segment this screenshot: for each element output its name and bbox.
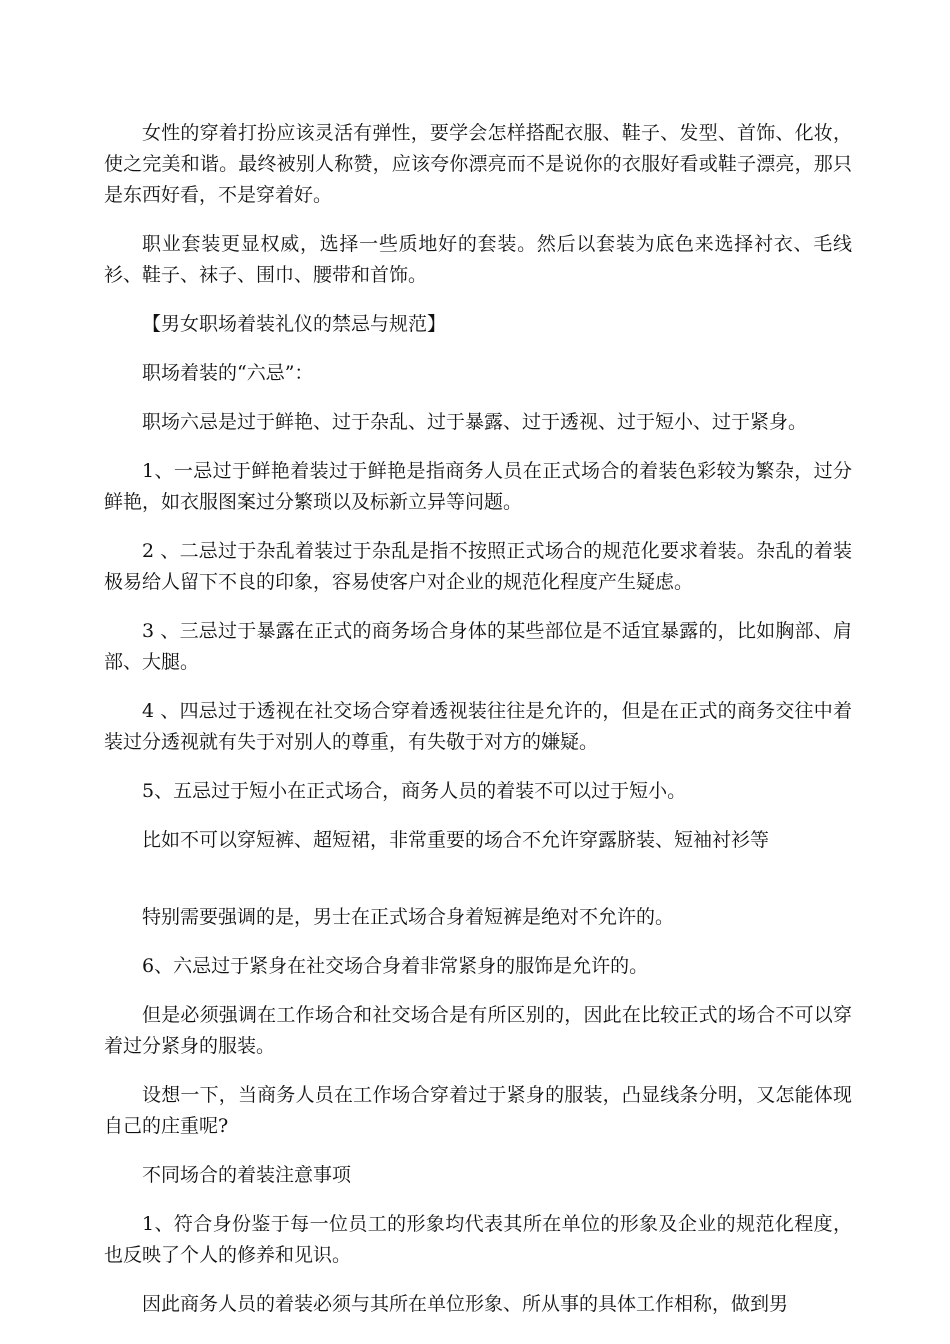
paragraph: 但是必须强调在工作场合和社交场合是有所区别的，因此在比较正式的场合不可以穿着过分紧身的服装。 (104, 1004, 852, 1057)
paragraph: 特别需要强调的是，男士在正式场合身着短裤是绝对不允许的。 (142, 906, 675, 928)
paragraph: 比如不可以穿短裤、超短裙，非常重要的场合不允许穿露脐装、短袖衬衫等 (142, 829, 770, 851)
list-item: 5、五忌过于短小在正式场合，商务人员的着装不可以过于短小。 (142, 780, 687, 802)
list-item: 3 、三忌过于暴露在正式的商务场合身体的某些部位是不适宜暴露的，比如胸部、肩部、大腿。 (104, 620, 852, 673)
paragraph: 女性的穿着打扮应该灵活有弹性，要学会怎样搭配衣服、鞋子、发型、首饰、化妆，使之完美和谐。最终被别人称赞，应该夸你漂亮而不是说你的衣服好看或鞋子漂亮，那只是东西好看，不是穿着好。 (104, 122, 852, 206)
list-item: 6、六忌过于紧身在社交场合身着非常紧身的服饰是允许的。 (142, 955, 649, 977)
document-body (104, 118, 852, 1338)
subheading: 职场着装的“六忌”： (142, 362, 314, 384)
list-item: 4 、四忌过于透视在社交场合穿着透视装往往是允许的，但是在正式的商务交往中着装过分透视就有失于对别人的尊重，有失敬于对方的嫌疑。 (104, 700, 852, 753)
subheading: 不同场合的着装注意事项 (142, 1164, 352, 1186)
list-item: 1、一忌过于鲜艳着装过于鲜艳是指商务人员在正式场合的着装色彩较为繁杂，过分鲜艳，如衣服图案过分繁琐以及标新立异等问题。 (104, 460, 852, 513)
paragraph: 设想一下，当商务人员在工作场合穿着过于紧身的服装，凸显线条分明，又怎能体现自己的庄重呢? (104, 1084, 852, 1137)
paragraph: 因此商务人员的着装必须与其所在单位形象、所从事的具体工作相称，做到男 (142, 1293, 789, 1315)
paragraph: 职业套装更显权威，选择一些质地好的套装。然后以套装为底色来选择衬衣、毛线衫、鞋子、袜子、围巾、腰带和首饰。 (104, 233, 852, 286)
section-heading: 【男女职场着装礼仪的禁忌与规范】 (142, 313, 447, 335)
paragraph: 职场六忌是过于鲜艳、过于杂乱、过于暴露、过于透视、过于短小、过于紧身。 (142, 411, 808, 433)
list-item: 2 、二忌过于杂乱着装过于杂乱是指不按照正式场合的规范化要求着装。杂乱的着装极易给人留下不良的印象，容易使客户对企业的规范化程度产生疑虑。 (104, 540, 852, 593)
list-item: 1、符合身份鉴于每一位员工的形象均代表其所在单位的形象及企业的规范化程度，也反映了个人的修养和见识。 (104, 1213, 852, 1266)
